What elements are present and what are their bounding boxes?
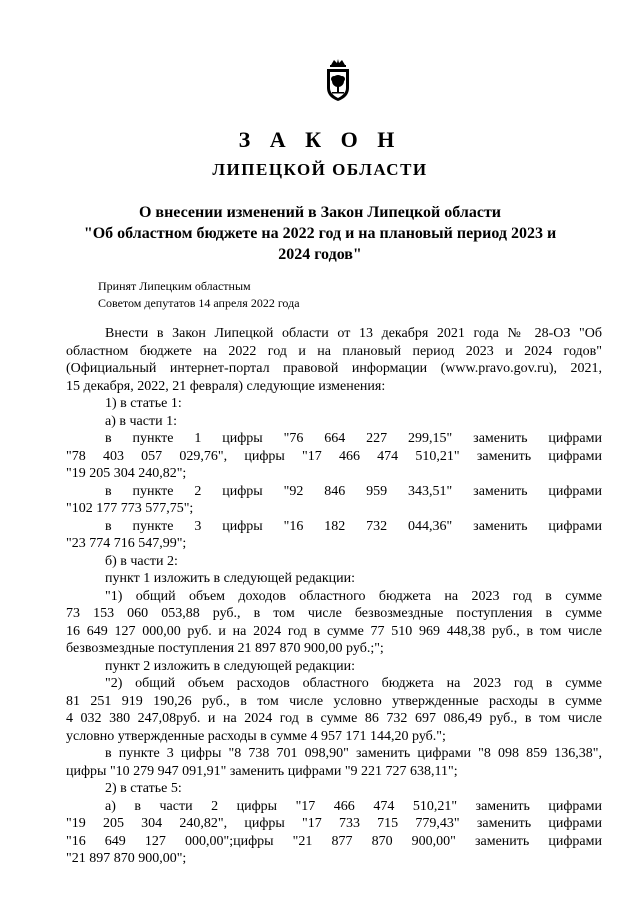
body-line: цифры "10 279 947 091,91" заменить цифрами "9 221 727 638,11"; — [66, 763, 458, 779]
body-line: Внести в Закон Липецкой области от 13 декабря 2021 года № 28-ОЗ "Об — [105, 326, 602, 341]
body-line: "19 205 304 240,82"; — [66, 466, 187, 481]
body-line: а) в части 1: — [105, 413, 177, 429]
adoption-line: Советом депутатов 14 апреля 2022 года — [98, 296, 300, 310]
body-line: "2) общий объем расходов областного бюджета на 2023 год в сумме — [105, 676, 602, 691]
body-line: а) в части 2 цифры "17 466 474 510,21" заменить цифрами — [105, 798, 602, 814]
body-line: "16 649 127 000,00";цифры "21 877 870 900,00" заменить цифрами — [66, 833, 602, 849]
body-line: условно утвержденные расходы в сумме 4 957 171 144,20 руб."; — [66, 728, 446, 744]
body-line: 15 декабря, 2022, 21 февраля) следующие изменения: — [66, 378, 386, 394]
body-line: безвозмездные поступления 21 897 870 900,00 руб.;"; — [66, 641, 384, 656]
law-subject-line: "Об областном бюджете на 2022 год и на плановый период 2023 и — [83, 225, 557, 242]
body-line: "21 897 870 900,00"; — [66, 851, 187, 866]
law-subject-line: 2024 годов" — [278, 246, 362, 263]
body-line: "102 177 773 577,75"; — [66, 501, 194, 516]
body-line: "23 774 716 547,99"; — [66, 536, 187, 551]
law-title: З А К О Н — [238, 127, 402, 152]
body-line: 73 153 060 053,88 руб., в том числе безвозмездные поступления в сумме — [66, 606, 602, 621]
adoption-note — [98, 278, 300, 312]
body-line: 1) в статье 1: — [105, 396, 182, 411]
body-line: в пункте 2 цифры "92 846 959 343,51" заменить цифрами — [105, 483, 602, 499]
body-line: "1) общий объем доходов областного бюджета на 2023 год в сумме — [105, 588, 602, 604]
body-line: "78 403 057 029,76", цифры "17 466 474 510,21" заменить цифрами — [66, 448, 602, 464]
body-line: (Официальный интернет-портал правовой информации (www.pravo.gov.ru), 2021, — [66, 361, 602, 376]
body-line: 16 649 127 000,00 руб. и на 2024 год в сумме 77 510 969 448,38 руб., в том числе — [66, 623, 602, 639]
body-line: "19 205 304 240,82", цифры "17 733 715 779,43" заменить цифрами — [66, 816, 602, 831]
body-line: 2) в статье 5: — [105, 781, 182, 796]
law-subject — [0, 202, 640, 265]
body-line: пункт 1 изложить в следующей редакции: — [105, 571, 355, 586]
body-line: 4 032 380 247,08руб. и на 2024 год в сумме 86 732 697 086,49 руб., в том числе — [66, 711, 602, 726]
body-line: 81 251 919 190,26 руб., в том числе условно утвержденные расходы в сумме — [66, 693, 602, 709]
body-line: в пункте 3 цифры "16 182 732 044,36" заменить цифрами — [105, 518, 602, 534]
law-subject-line: О внесении изменений в Закон Липецкой области — [138, 204, 502, 221]
body-line: областном бюджете на 2022 год и на плановый период 2023 и 2024 годов" — [66, 343, 602, 359]
body-line: б) в части 2: — [105, 553, 178, 569]
body-line: в пункте 3 цифры "8 738 701 098,90" заменить цифрами "8 098 859 136,38", — [105, 746, 602, 761]
body-line: пункт 2 изложить в следующей редакции: — [105, 658, 355, 674]
law-body — [66, 325, 602, 868]
body-line: в пункте 1 цифры "76 664 227 299,15" заменить цифрами — [105, 431, 602, 446]
adoption-line: Принят Липецким областным — [98, 279, 251, 293]
region-title: ЛИПЕЦКОЙ ОБЛАСТИ — [212, 160, 428, 179]
coat-of-arms-icon — [325, 58, 351, 102]
